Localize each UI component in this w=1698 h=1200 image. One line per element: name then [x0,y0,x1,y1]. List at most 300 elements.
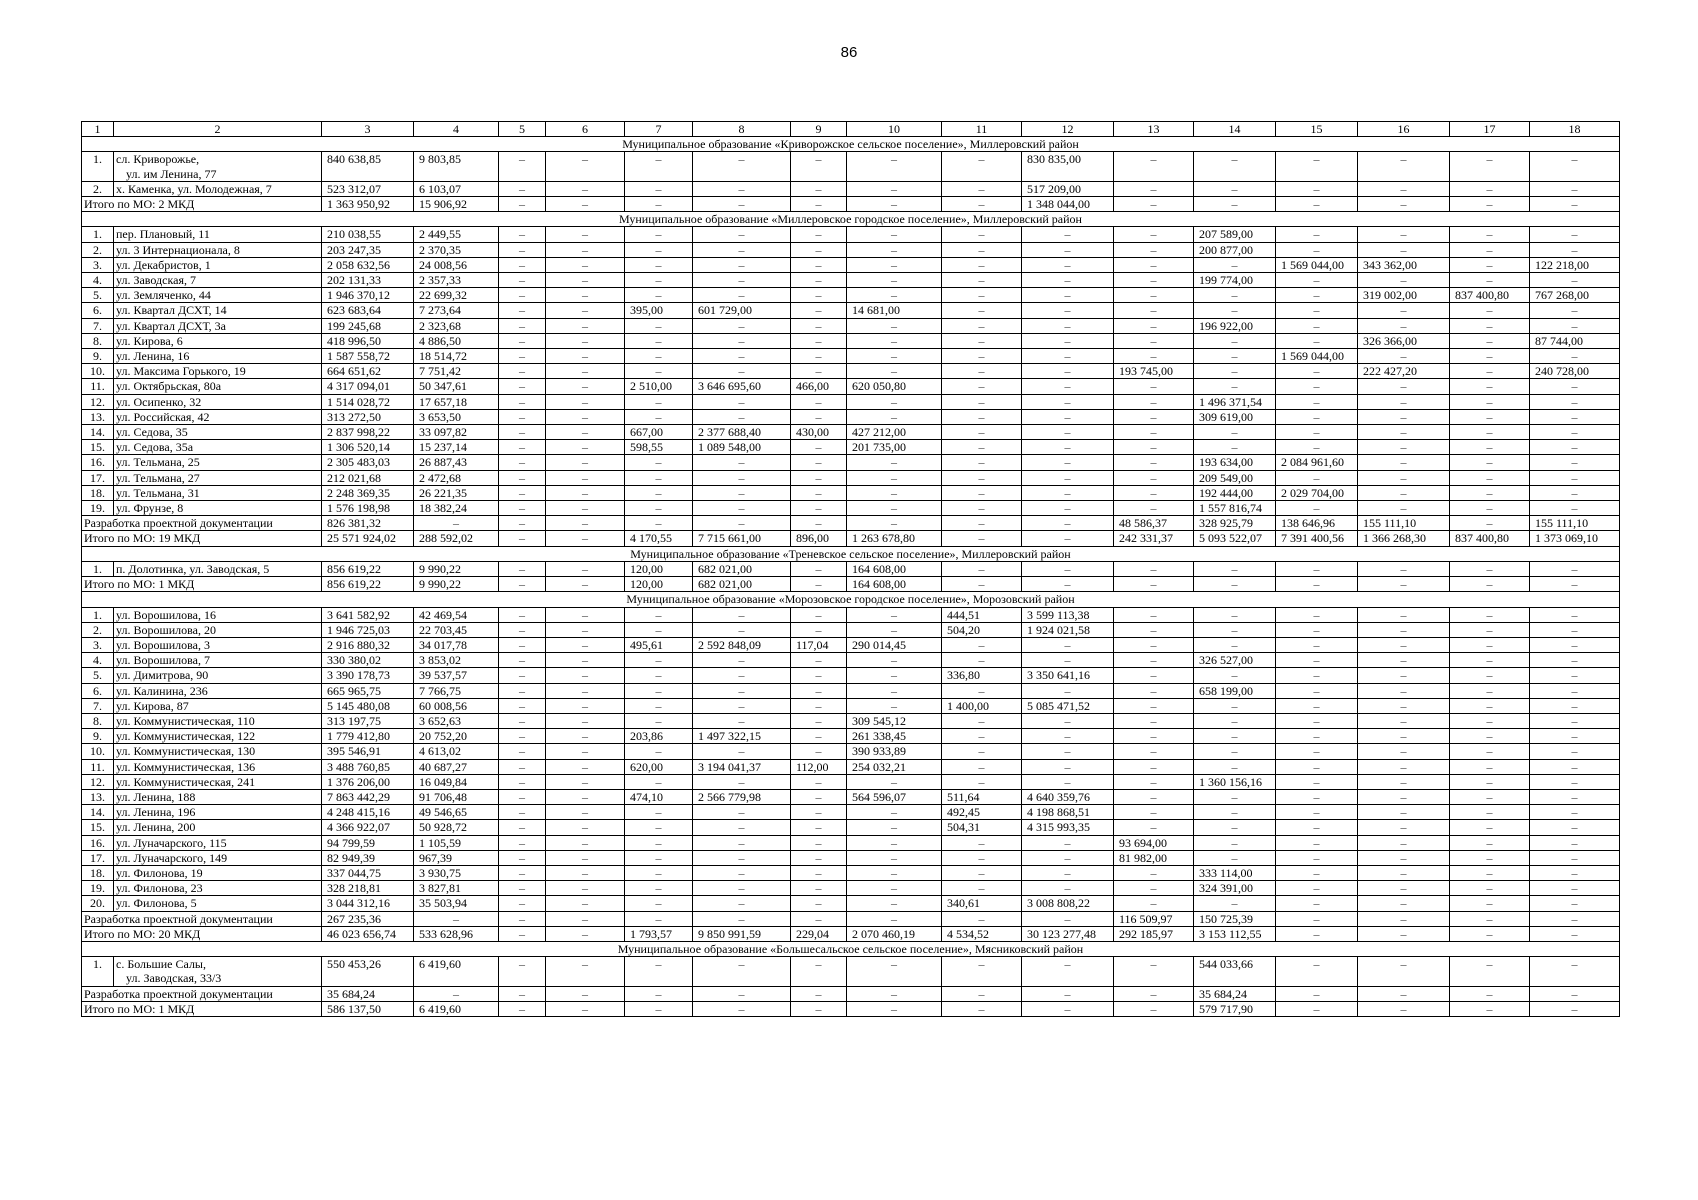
value-cell: 1 793,57 [625,926,693,941]
value-cell: 30 123 277,48 [1022,926,1114,941]
value-cell: – [1194,698,1276,713]
value-cell: – [791,986,847,1001]
value-cell: – [1114,1001,1194,1016]
value-cell: – [693,318,791,333]
value-cell: – [546,197,625,212]
value-cell: – [1530,349,1620,364]
value-cell: – [1276,896,1358,911]
value-cell: – [546,303,625,318]
value-cell: – [546,516,625,531]
table-row [82,789,1620,804]
value-cell: – [1276,713,1358,728]
value-cell: – [1450,242,1530,257]
value-cell: 579 717,90 [1194,1001,1276,1016]
value-cell: – [847,881,942,896]
address-cell [114,881,322,896]
value-cell: – [625,744,693,759]
value-cell: – [1194,303,1276,318]
value-cell: – [847,394,942,409]
value-cell: – [546,653,625,668]
value-cell: – [942,318,1022,333]
value-cell: – [847,653,942,668]
value-cell: – [1450,698,1530,713]
value-cell: 3 008 808,22 [1022,896,1114,911]
value-cell: 46 023 656,74 [322,926,414,941]
value-cell: – [499,881,546,896]
value-cell: – [1194,607,1276,622]
address-line: ул. Ворошилова, 16 [116,607,216,622]
value-cell: – [693,607,791,622]
value-cell: – [1530,911,1620,926]
value-cell: – [1530,577,1620,592]
value-cell: – [847,835,942,850]
value-cell: 155 111,10 [1530,516,1620,531]
value-cell: – [499,152,546,181]
value-cell: – [942,531,1022,546]
value-cell: 340,61 [942,896,1022,911]
row-number: 14. [82,805,114,820]
value-cell: 7 391 400,56 [1276,531,1358,546]
address-line: ул. Калинина, 236 [116,683,208,698]
value-cell: – [625,805,693,820]
value-cell: 60 008,56 [414,698,499,713]
value-cell: – [625,653,693,668]
value-cell: – [499,288,546,303]
row-number: 4. [82,273,114,288]
value-cell: 164 608,00 [847,561,942,576]
value-cell: – [1450,607,1530,622]
value-cell: – [1450,501,1530,516]
value-cell: – [1450,577,1530,592]
value-cell: – [1276,227,1358,242]
value-cell: 1 779 412,80 [322,729,414,744]
row-number: 8. [82,713,114,728]
address-cell [114,744,322,759]
address-cell [114,835,322,850]
value-cell: – [1022,303,1114,318]
row-number: 16. [82,455,114,470]
value-cell: 523 312,07 [322,181,414,196]
section-title: Муниципальное образование «Криворожское сельское поселение», Миллеровский район [82,137,1620,152]
value-cell: – [1022,637,1114,652]
value-cell: – [546,242,625,257]
value-cell: – [546,805,625,820]
address-cell [114,152,322,181]
value-cell: 1 946 725,03 [322,622,414,637]
value-cell: – [942,744,1022,759]
value-cell: – [1450,561,1530,576]
value-cell: 2 377 688,40 [693,425,791,440]
row-number: 1. [82,607,114,622]
summary-row [82,197,1620,212]
value-cell: – [1194,896,1276,911]
value-cell: – [1358,637,1450,652]
value-cell: 3 044 312,16 [322,896,414,911]
value-cell: – [1022,425,1114,440]
value-cell: – [791,409,847,424]
value-cell: – [1450,152,1530,181]
value-cell: – [1276,805,1358,820]
value-cell: – [791,561,847,576]
value-cell: 3 488 760,85 [322,759,414,774]
value-cell: 229,04 [791,926,847,941]
value-cell: – [546,349,625,364]
summary-label: Итого по МО: 20 МКД [82,926,322,941]
value-cell: – [1022,865,1114,880]
address-line: ул. Коммунистическая, 130 [116,744,256,759]
value-cell: 4 640 359,76 [1022,789,1114,804]
value-cell: – [847,957,942,986]
value-cell: 1 360 156,16 [1194,774,1276,789]
value-cell: 3 646 695,60 [693,379,791,394]
value-cell: – [1114,789,1194,804]
value-cell: – [546,1001,625,1016]
table-row [82,273,1620,288]
value-cell: – [1530,273,1620,288]
value-cell: – [942,288,1022,303]
housing-repair-table [81,121,1620,1017]
value-cell: – [847,516,942,531]
address-line: ул. Седова, 35а [116,440,194,455]
value-cell: – [1022,501,1114,516]
value-cell: – [625,181,693,196]
value-cell: – [1530,561,1620,576]
value-cell: – [847,470,942,485]
value-cell: – [847,349,942,364]
address-line: ул. Максима Горького, 19 [116,364,246,379]
column-number-cell: 10 [847,122,942,137]
value-cell: – [1450,820,1530,835]
table-row [82,425,1620,440]
address-line: х. Каменка, ул. Молодежная, 7 [116,181,272,196]
table-row [82,759,1620,774]
value-cell: – [546,698,625,713]
value-cell: – [1194,729,1276,744]
column-number-cell: 8 [693,122,791,137]
value-cell: – [791,455,847,470]
value-cell: – [693,516,791,531]
column-number-cell: 2 [114,122,322,137]
value-cell: – [942,349,1022,364]
row-number: 7. [82,318,114,333]
value-cell: – [1530,152,1620,181]
value-cell: – [791,318,847,333]
value-cell: – [847,668,942,683]
row-number: 6. [82,683,114,698]
value-cell: – [1450,759,1530,774]
value-cell: – [791,394,847,409]
value-cell: 466,00 [791,379,847,394]
value-cell: – [1114,896,1194,911]
value-cell: 665 965,75 [322,683,414,698]
value-cell: – [847,865,942,880]
value-cell: – [499,318,546,333]
value-cell: 7 863 442,29 [322,789,414,804]
value-cell: – [1114,622,1194,637]
value-cell: – [1276,789,1358,804]
value-cell: – [847,896,942,911]
value-cell: – [1114,577,1194,592]
value-cell: – [1358,835,1450,850]
value-cell: – [1358,881,1450,896]
value-cell: – [499,242,546,257]
address-line: сл. Криворожье, [116,152,200,167]
value-cell: – [1276,820,1358,835]
row-number: 7. [82,698,114,713]
value-cell: – [847,698,942,713]
value-cell: 309 619,00 [1194,409,1276,424]
value-cell: – [1022,273,1114,288]
row-number: 11. [82,379,114,394]
value-cell: – [414,911,499,926]
value-cell: – [1530,865,1620,880]
table-row [82,227,1620,242]
value-cell: – [1530,607,1620,622]
value-cell: – [791,470,847,485]
value-cell: 6 103,07 [414,181,499,196]
table-row [82,303,1620,318]
value-cell: – [1358,470,1450,485]
value-cell: – [847,318,942,333]
value-cell: 9 990,22 [414,577,499,592]
value-cell: – [1530,1001,1620,1016]
value-cell: – [546,835,625,850]
row-number: 14. [82,425,114,440]
value-cell: 203 247,35 [322,242,414,257]
value-cell: – [625,622,693,637]
value-cell: – [693,774,791,789]
row-number: 18. [82,485,114,500]
value-cell: – [1114,729,1194,744]
value-cell: – [942,683,1022,698]
value-cell: – [1114,455,1194,470]
value-cell: 324 391,00 [1194,881,1276,896]
value-cell: – [693,850,791,865]
value-cell: – [546,531,625,546]
address-line: ул. Коммунистическая, 110 [116,713,255,728]
value-cell: 5 085 471,52 [1022,698,1114,713]
value-cell: – [1530,683,1620,698]
value-cell: – [1022,379,1114,394]
value-cell: – [499,409,546,424]
value-cell: – [1022,470,1114,485]
value-cell: 240 728,00 [1530,364,1620,379]
table-row [82,181,1620,196]
value-cell: – [1358,713,1450,728]
value-cell: – [1114,227,1194,242]
value-cell: – [1276,911,1358,926]
value-cell: 313 272,50 [322,409,414,424]
value-cell: – [1276,577,1358,592]
value-cell: – [546,789,625,804]
value-cell: – [1114,333,1194,348]
value-cell: – [693,349,791,364]
value-cell: – [625,152,693,181]
value-cell: – [546,881,625,896]
row-number: 18. [82,865,114,880]
value-cell: – [791,364,847,379]
value-cell: 50 347,61 [414,379,499,394]
value-cell: 199 774,00 [1194,273,1276,288]
address-cell [114,607,322,622]
value-cell: – [791,197,847,212]
column-number-cell: 9 [791,122,847,137]
value-cell: – [693,698,791,713]
table-row [82,501,1620,516]
value-cell: 395 546,91 [322,744,414,759]
value-cell: – [693,273,791,288]
value-cell: – [791,181,847,196]
value-cell: – [1194,257,1276,272]
value-cell: – [942,303,1022,318]
value-cell: – [499,425,546,440]
value-cell: 3 641 582,92 [322,607,414,622]
value-cell: – [847,227,942,242]
value-cell: 193 745,00 [1114,364,1194,379]
value-cell: – [1276,668,1358,683]
value-cell: – [546,288,625,303]
value-cell: – [1114,881,1194,896]
value-cell: – [693,820,791,835]
value-cell: – [1022,986,1114,1001]
value-cell: – [1530,227,1620,242]
value-cell: – [942,227,1022,242]
address-cell [114,774,322,789]
value-cell: – [499,227,546,242]
value-cell: – [1530,197,1620,212]
value-cell: – [693,181,791,196]
value-cell: 91 706,48 [414,789,499,804]
value-cell: 9 803,85 [414,152,499,181]
value-cell: 1 924 021,58 [1022,622,1114,637]
address-cell [114,318,322,333]
value-cell: – [1114,713,1194,728]
value-cell: – [1022,561,1114,576]
value-cell: – [791,501,847,516]
value-cell: – [1450,470,1530,485]
value-cell: – [499,303,546,318]
address-line: ул. Седова, 35 [116,425,188,440]
value-cell: 26 887,43 [414,455,499,470]
address-line: с. Большие Салы, [116,957,206,972]
value-cell: 9 850 991,59 [693,926,791,941]
column-number-cell: 5 [499,122,546,137]
value-cell: – [1450,850,1530,865]
value-cell: – [847,485,942,500]
value-cell: 444,51 [942,607,1022,622]
address-line: ул. Ленина, 200 [116,820,196,835]
value-cell: – [625,850,693,865]
value-cell: 18 382,24 [414,501,499,516]
value-cell: – [499,622,546,637]
value-cell: – [693,713,791,728]
value-cell: 7 766,75 [414,683,499,698]
value-cell: – [1450,713,1530,728]
value-cell: – [625,333,693,348]
value-cell: 1 089 548,00 [693,440,791,455]
value-cell: – [942,501,1022,516]
value-cell: – [546,744,625,759]
value-cell: – [693,485,791,500]
value-cell: – [1114,698,1194,713]
value-cell: – [791,440,847,455]
value-cell: – [546,379,625,394]
value-cell: – [1530,440,1620,455]
value-cell: – [791,957,847,986]
value-cell: – [499,531,546,546]
value-cell: – [1450,349,1530,364]
value-cell: – [546,333,625,348]
value-cell: – [499,698,546,713]
value-cell: – [625,257,693,272]
value-cell: – [625,273,693,288]
value-cell: 26 221,35 [414,485,499,500]
value-cell: – [1276,850,1358,865]
value-cell: – [1276,303,1358,318]
value-cell: 82 949,39 [322,850,414,865]
value-cell: 313 197,75 [322,713,414,728]
address-cell [114,896,322,911]
value-cell: – [1450,1001,1530,1016]
table-row [82,379,1620,394]
address-line: ул. им Ленина, 77 [126,166,217,181]
value-cell: – [546,668,625,683]
value-cell: – [942,485,1022,500]
value-cell: – [1358,242,1450,257]
value-cell: – [693,835,791,850]
value-cell: 15 906,92 [414,197,499,212]
value-cell: – [1194,820,1276,835]
value-cell: – [791,257,847,272]
table-body [82,122,1620,1017]
value-cell: – [847,257,942,272]
value-cell: – [1114,744,1194,759]
value-cell: 122 218,00 [1530,257,1620,272]
value-cell: 42 469,54 [414,607,499,622]
value-cell: 3 827,81 [414,881,499,896]
value-cell: – [1194,425,1276,440]
value-cell: – [1114,607,1194,622]
value-cell: – [625,698,693,713]
value-cell: 2 592 848,09 [693,637,791,652]
value-cell: 155 111,10 [1358,516,1450,531]
value-cell: 2 323,68 [414,318,499,333]
value-cell: 1 400,00 [942,698,1022,713]
value-cell: – [942,197,1022,212]
value-cell: – [1358,303,1450,318]
value-cell: – [1194,744,1276,759]
table-row [82,349,1620,364]
value-cell: 150 725,39 [1194,911,1276,926]
value-cell: 492,45 [942,805,1022,820]
value-cell: – [546,911,625,926]
value-cell: 3 853,02 [414,653,499,668]
value-cell: 336,80 [942,668,1022,683]
column-number-cell: 4 [414,122,499,137]
address-line: ул. Филонова, 5 [116,896,197,911]
value-cell: 4 248 415,16 [322,805,414,820]
value-cell: 682 021,00 [693,561,791,576]
value-cell: – [1358,425,1450,440]
value-cell: 4 317 094,01 [322,379,414,394]
value-cell: – [1022,485,1114,500]
value-cell: – [1276,501,1358,516]
table-row [82,774,1620,789]
value-cell: 837 400,80 [1450,288,1530,303]
value-cell: – [546,227,625,242]
table-row [82,896,1620,911]
value-cell: – [1450,303,1530,318]
